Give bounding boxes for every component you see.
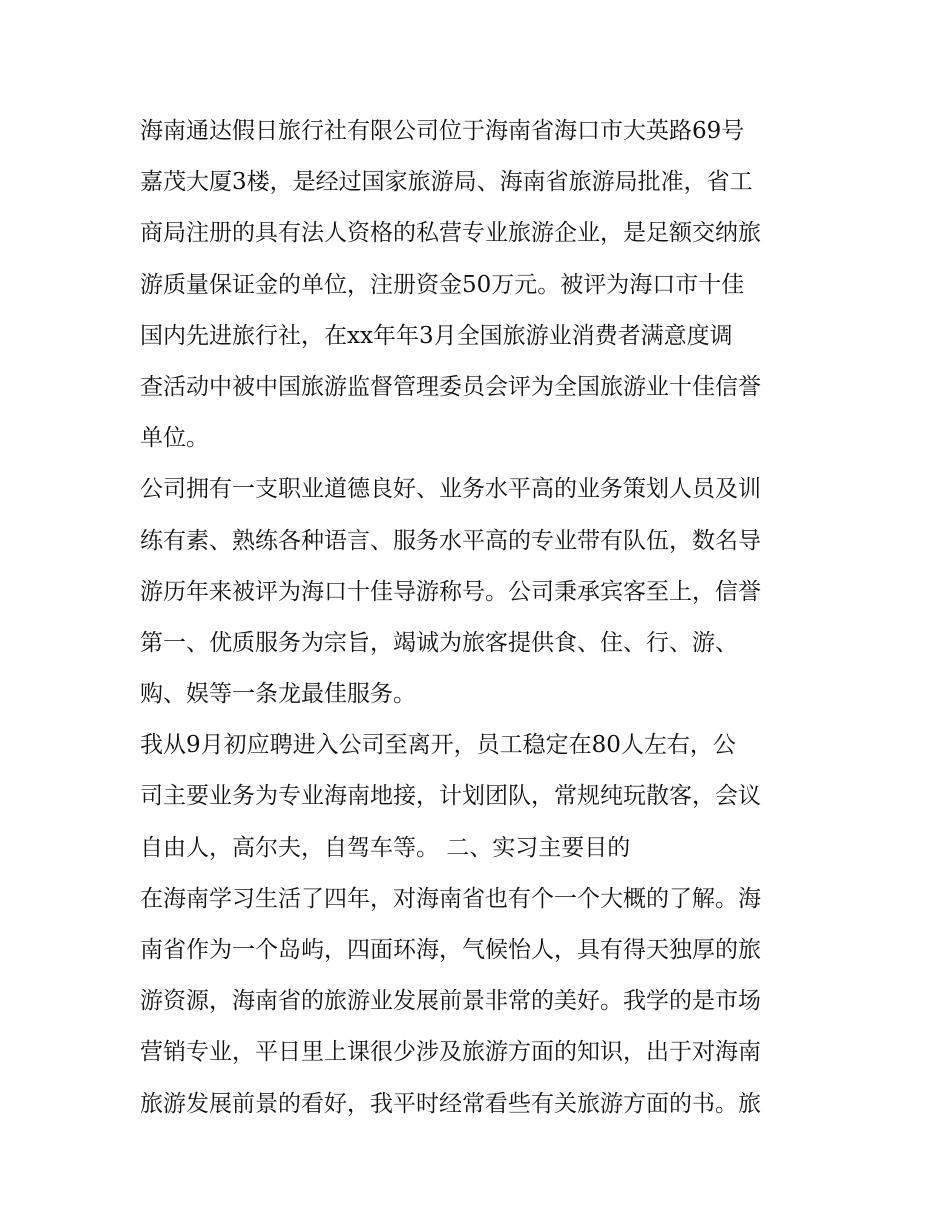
text-line: 营销专业，平日里上课很少涉及旅游方面的知识，出于对海南 bbox=[140, 1039, 761, 1066]
text-line: 国内先进旅行社，在xx年年3月全国旅游业消费者满意度调 bbox=[140, 322, 733, 349]
text-line: 我从9月初应聘进入公司至离开，员工稳定在80人左右，公 bbox=[140, 732, 736, 759]
text-line: 在海南学习生活了四年，对海南省也有个一个大概的了解。海 bbox=[140, 885, 761, 912]
text-line: 商局注册的具有法人资格的私营专业旅游企业，是足额交纳旅 bbox=[140, 220, 761, 247]
text-line: 自由人，高尔夫，自驾车等。 二、实习主要目的 bbox=[140, 834, 631, 861]
text-line: 购、娱等一条龙最佳服务。 bbox=[140, 681, 416, 708]
text-line: 嘉茂大厦3楼，是经过国家旅游局、海南省旅游局批准，省工 bbox=[140, 169, 753, 196]
text-line: 司主要业务为专业海南地接，计划团队，常规纯玩散客，会议 bbox=[140, 783, 761, 810]
text-line: 海南通达假日旅行社有限公司位于海南省海口市大英路69号 bbox=[140, 118, 745, 144]
text-line: 旅游发展前景的看好，我平时经常看些有关旅游方面的书。旅 bbox=[140, 1090, 761, 1117]
document-body bbox=[140, 106, 820, 1130]
text-line: 南省作为一个岛屿，四面环海，气候怡人，具有得天独厚的旅 bbox=[140, 937, 761, 963]
text-line: 公司拥有一支职业道德良好、业务水平高的业务策划人员及训 bbox=[140, 476, 761, 503]
text-line: 第一、优质服务为宗旨，竭诚为旅客提供食、住、行、游、 bbox=[140, 629, 738, 656]
text-line: 游资源，海南省的旅游业发展前景非常的美好。我学的是市场 bbox=[140, 988, 761, 1015]
text-line: 查活动中被中国旅游监督管理委员会评为全国旅游业十佳信誉 bbox=[140, 373, 761, 400]
text-line: 练有素、熟练各种语言、服务水平高的专业带有队伍，数名导 bbox=[140, 527, 761, 554]
text-line: 游质量保证金的单位，注册资金50万元。被评为海口市十佳 bbox=[140, 271, 745, 298]
text-line: 游历年来被评为海口十佳导游称号。公司秉承宾客至上，信誉 bbox=[140, 578, 761, 605]
text-line: 单位。 bbox=[140, 425, 209, 452]
